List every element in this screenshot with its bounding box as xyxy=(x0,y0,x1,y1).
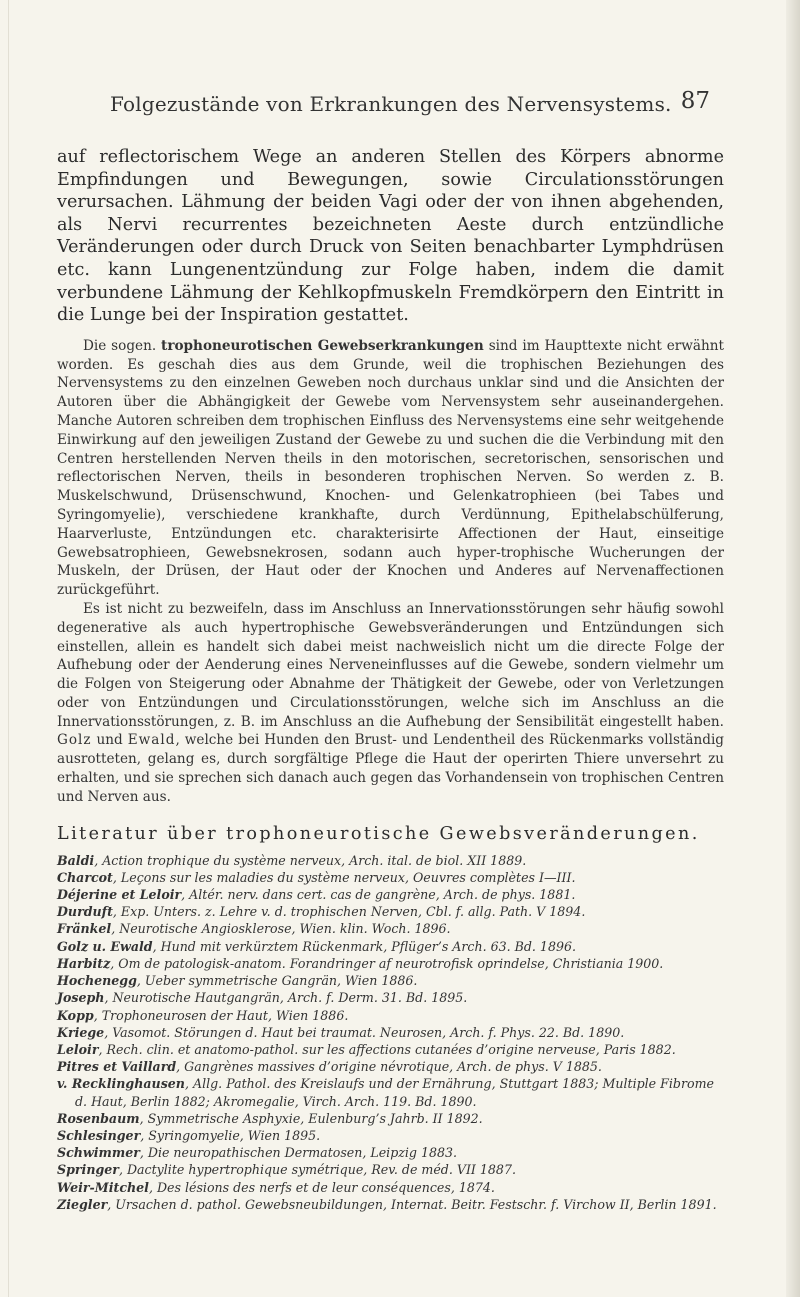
page-number: 87 xyxy=(680,88,710,114)
literature-reference xyxy=(57,938,724,955)
reference-details: , Hund mit verkürztem Rückenmark, Pflüger’s Arch. 63. Bd. 1896. xyxy=(152,938,576,954)
reference-details: , Allg. Pathol. des Kreislaufs und der Ernährung, Stuttgart 1883; Multiple Fibrome d. Haut, Berlin 1882; Akromegalie, Virch. Arch. 119. Bd. 1890. xyxy=(75,1076,714,1109)
reference-details: , Trophoneurosen der Haut, Wien 1886. xyxy=(93,1007,349,1023)
reference-author: Déjerine et Leloir xyxy=(57,887,182,903)
literature-heading: Literatur über trophoneurotische Gewebsveränderungen. xyxy=(57,823,700,844)
reference-details: , Altér. nerv. dans cert. cas de gangrène, Arch. de phys. 1881. xyxy=(181,887,576,903)
reference-details: , Symmetrische Asphyxie, Eulenburg’s Jahrb. II 1892. xyxy=(139,1110,483,1126)
reference-details: , Vasomot. Störungen d. Haut bei traumat. Neurosen, Arch. f. Phys. 22. Bd. 1890. xyxy=(104,1024,625,1040)
reference-author: Pitres et Vaillard xyxy=(57,1059,177,1075)
literature-reference xyxy=(57,903,724,920)
reference-author: Joseph xyxy=(57,990,105,1006)
literature-reference xyxy=(57,1007,724,1024)
reference-author: Golz u. Ewald xyxy=(57,938,153,954)
reference-details: , Neurotische Hautgangrän, Arch. f. Derm. 31. Bd. 1895. xyxy=(104,990,468,1006)
literature-reference xyxy=(57,1179,724,1196)
paragraph-trophoneurotic xyxy=(57,337,724,600)
literature-list xyxy=(57,852,724,1213)
paragraph-innervation xyxy=(57,600,724,807)
literature-reference xyxy=(57,920,724,937)
reference-details: , Leçons sur les maladies du système nerveux, Oeuvres complètes I—III. xyxy=(112,869,576,885)
reference-author: v. Recklinghausen xyxy=(57,1076,185,1092)
paragraph-lead: Die sogen. xyxy=(83,337,162,354)
literature-reference xyxy=(57,989,724,1006)
reference-author: Durduft xyxy=(57,904,113,920)
reference-details: , Om de patologisk-anatom. Forandringer af neurotrofisk oprindelse, Christiania 1900. xyxy=(110,955,664,971)
page-content xyxy=(57,146,724,1213)
literature-reference xyxy=(57,852,724,869)
reference-author: Rosenbaum xyxy=(57,1110,140,1126)
reference-details: , Dactylite hypertrophique symétrique, Rev. de méd. VII 1887. xyxy=(118,1162,516,1178)
reference-details: , Ueber symmetrische Gangrän, Wien 1886. xyxy=(136,973,418,989)
reference-details: , Syringomyelie, Wien 1895. xyxy=(140,1127,321,1143)
paragraph-text-after: , welche bei Hunden den Brust- und Lendentheil des Rückenmarks vollständig ausrotteten, gelang es, durch sorgfältige Pflege die Haut der operirten Thiere unversehrt zu erhalten, und sie sprechen sich danach auch gegen das Vorhandensein von trophischen Centren und Nerven aus. xyxy=(57,732,724,805)
reference-author: Fränkel xyxy=(57,921,112,937)
reference-author: Harbitz xyxy=(57,955,111,971)
reference-author: Leloir xyxy=(57,1041,99,1057)
literature-reference xyxy=(57,1196,724,1213)
term-trophoneurotic: trophoneurotischen Gewebserkrankungen xyxy=(161,337,484,354)
reference-author: Kopp xyxy=(57,1007,94,1023)
reference-author: Springer xyxy=(57,1162,119,1178)
literature-reference xyxy=(57,1041,724,1058)
reference-details: , Action trophique du système nerveux, Arch. ital. de biol. XII 1889. xyxy=(94,852,527,868)
reference-details: , Des lésions des nerfs et de leur conséquences, 1874. xyxy=(148,1179,495,1195)
literature-reference xyxy=(57,869,724,886)
running-title: Folgezustände von Erkrankungen des Nervensystems. xyxy=(110,92,672,116)
reference-author: Schlesinger xyxy=(57,1127,141,1143)
author-ewald: Ewald xyxy=(127,732,176,749)
paragraph-text-before: Es ist nicht zu bezweifeln, dass im Anschluss an Innervationsstörungen sehr häufig sowohl degenerative als auch hypertrophische Gewebsveränderungen und Entzündungen sich einstellen, allein es handelt sich dabei meist nachweislich nicht um die directe Folge der Aufhebung oder der Aenderung eines Nerveneinflusses auf die Gewebe, sondern vielmehr um die Folgen von Steigerung oder Abnahme der Thätigkeit der Gewebe, oder von Verletzungen oder von Entzündungen und Circulationsstörungen, welche sich im Anschluss an die Innervationsstörungen, z. B. im Anschluss an die Aufhebung der Sensibilität eingestellt haben. xyxy=(57,600,724,730)
literature-reference xyxy=(57,955,724,972)
paragraph-rest: sind im Haupttexte nicht erwähnt worden. Es geschah dies aus dem Grunde, weil die trophischen Beziehungen des Nervensystems zu den einzelnen Geweben noch durchaus unklar sind und die Ansichten der Autoren über die Abhängigkeit der Gewebe vom Nervensystem sehr auseinandergehen. Manche Autoren schreiben dem trophischen Einfluss des Nervensystems eine sehr weitgehende Einwirkung auf den jeweiligen Zustand der Gewebe zu und suchen die die Verbindung mit den Centren herstellenden Nerven theils in den motorischen, secretorischen, sensorischen und reflectorischen Nerven, theils in besonderen trophischen Nerven. So werden z. B. Muskelschwund, Drüsenschwund, Knochen- und Gelenkatrophieen (bei Tabes und Syringomyelie), verschiedene krankhafte, durch Verdünnung, Epithelabschülferung, Haarverluste, Entzündungen etc. charakterisirte Affectionen der Haut, einseitige Gewebsatrophieen, Gewebsnekrosen, sodann auch hyper-trophische Wucherungen der Muskeln, der Drüsen, der Haut oder der Knochen und Anderes auf Nervenaffectionen zurückgeführt. xyxy=(57,337,724,599)
book-spine-shadow xyxy=(786,0,800,1297)
reference-details: , Rech. clin. et anatomo-pathol. sur les affections cutanées d’origine nerveuse, Paris 1882. xyxy=(98,1041,676,1057)
reference-details: , Exp. Unters. z. Lehre v. d. trophischen Nerven, Cbl. f. allg. Path. V 1894. xyxy=(112,904,586,920)
literature-reference xyxy=(57,1058,724,1075)
paragraph-connector: und xyxy=(91,732,128,749)
literature-reference xyxy=(57,1127,724,1144)
reference-details: , Gangrènes massives d’origine névrotique, Arch. de phys. V 1885. xyxy=(176,1059,602,1075)
reference-author: Charcot xyxy=(57,869,113,885)
literature-reference xyxy=(57,1075,724,1109)
literature-reference xyxy=(57,1161,724,1178)
reference-author: Baldi xyxy=(57,852,95,868)
literature-reference xyxy=(57,1024,724,1041)
literature-reference xyxy=(57,1144,724,1161)
reference-details: , Neurotische Angiosklerose, Wien. klin. Woch. 1896. xyxy=(111,921,451,937)
reference-author: Schwimmer xyxy=(57,1145,140,1161)
reference-author: Weir-Mitchel xyxy=(57,1179,149,1195)
reference-details: , Die neuropathischen Dermatosen, Leipzig 1883. xyxy=(139,1145,458,1161)
running-header xyxy=(110,88,710,118)
reference-details: , Ursachen d. pathol. Gewebsneubildungen, Internat. Beitr. Festschr. f. Virchow II, Berlin 1891. xyxy=(107,1196,717,1212)
intro-paragraph: auf reflectorischem Wege an anderen Stellen des Körpers abnorme Empfindungen und Bewegungen, sowie Circulationsstörungen verursachen. Lähmung der beiden Vagi oder der von ihnen abgehenden, als Nervi recurrentes bezeichneten Aeste durch entzündliche Veränderungen oder durch Druck von Seiten benachbarter Lymphdrüsen etc. kann Lungenentzündung zur Folge haben, indem die damit verbundene Lähmung der Kehlkopfmuskeln Fremdkörpern den Eintritt in die Lunge bei der Inspiration gestattet. xyxy=(57,147,724,326)
reference-author: Kriege xyxy=(57,1024,105,1040)
literature-reference xyxy=(57,1110,724,1127)
reference-author: Ziegler xyxy=(57,1196,108,1212)
author-golz: Golz xyxy=(57,732,92,749)
reference-author: Hochenegg xyxy=(57,973,137,989)
page-margin-line xyxy=(8,0,9,1297)
literature-reference xyxy=(57,972,724,989)
literature-reference xyxy=(57,886,724,903)
